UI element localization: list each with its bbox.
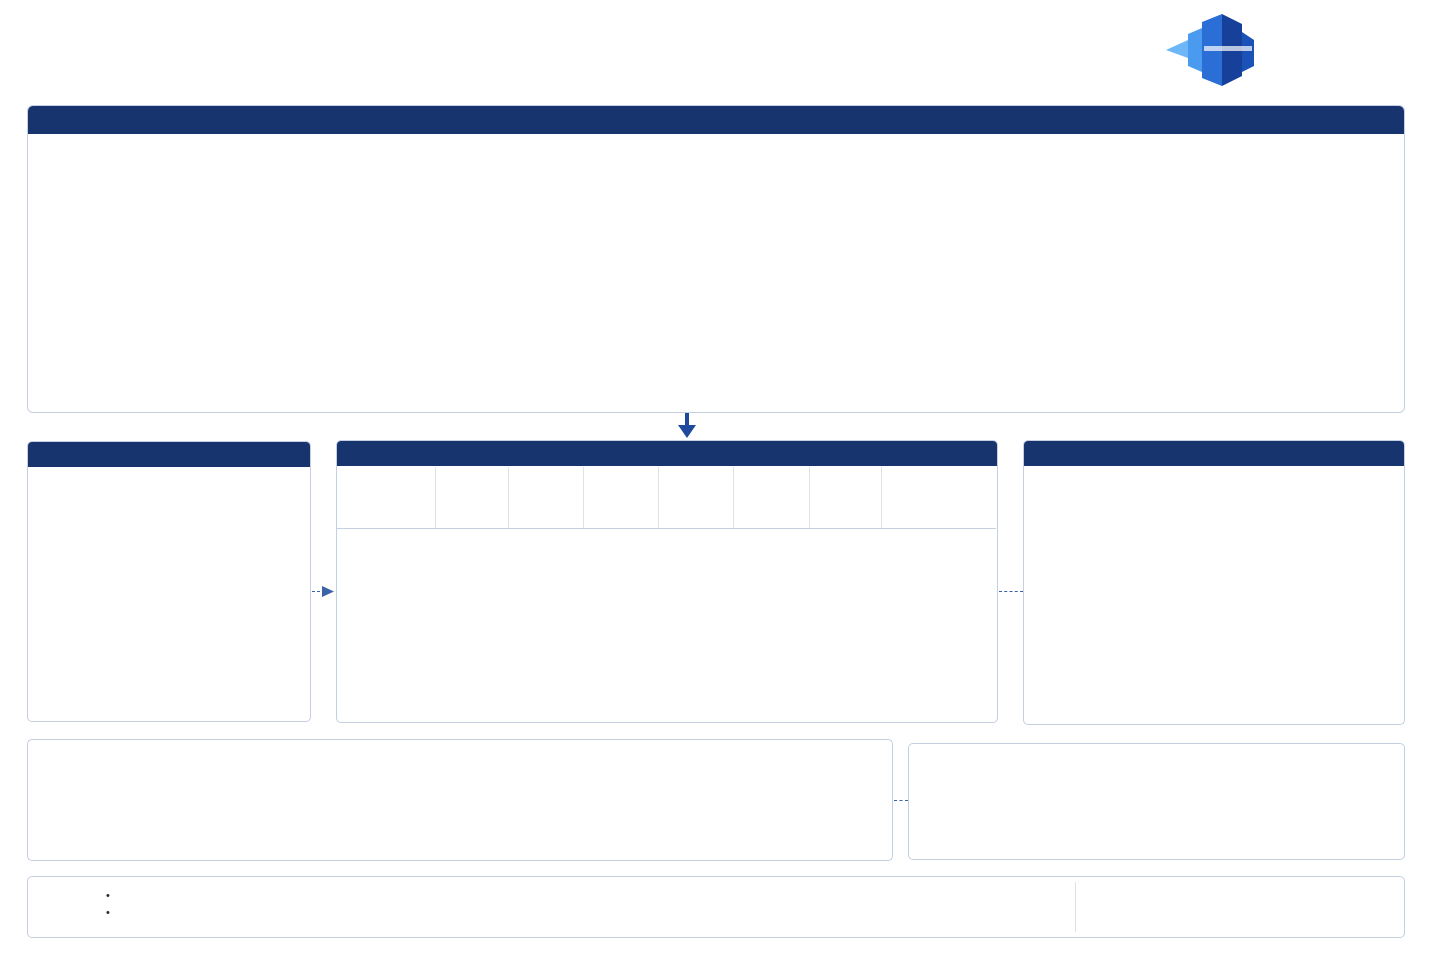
gear-check-icon: [533, 490, 559, 516]
col-risk-compliance: [658, 467, 733, 528]
col-recommendation: [881, 467, 996, 528]
data-sources-panel: [908, 743, 1405, 860]
col-overall-score: [809, 467, 881, 528]
col-cost-efficiency: [583, 467, 658, 528]
dollar-icon: [608, 490, 634, 516]
growth-chart-icon: [459, 490, 485, 516]
col-application: [337, 467, 435, 528]
assessment-table: [337, 467, 996, 529]
output-heading: [28, 442, 310, 467]
example-assessment-panel: [336, 440, 998, 723]
target-icon: [758, 490, 784, 516]
col-technical-fitness: [508, 467, 583, 528]
example-heading: [337, 441, 997, 466]
notes-panel: [27, 876, 1405, 938]
how-framework-used-panel: [27, 739, 893, 861]
col-strategic-alignment: [733, 467, 809, 528]
shield-alert-icon: [683, 490, 709, 516]
model-heading: [28, 106, 1404, 134]
guidance-heading: [1024, 441, 1404, 466]
note-item: •: [106, 907, 113, 919]
cube-logo-icon: [1160, 10, 1410, 90]
col-business-value: [435, 467, 508, 528]
assessment-output-panel: [27, 441, 311, 722]
assessment-model-panel: [27, 105, 1405, 413]
rationalization-guidance-panel: [1023, 440, 1405, 725]
arrow-right-icon: [322, 586, 334, 597]
note-item: •: [106, 890, 113, 902]
arrow-down-icon: [676, 413, 698, 439]
